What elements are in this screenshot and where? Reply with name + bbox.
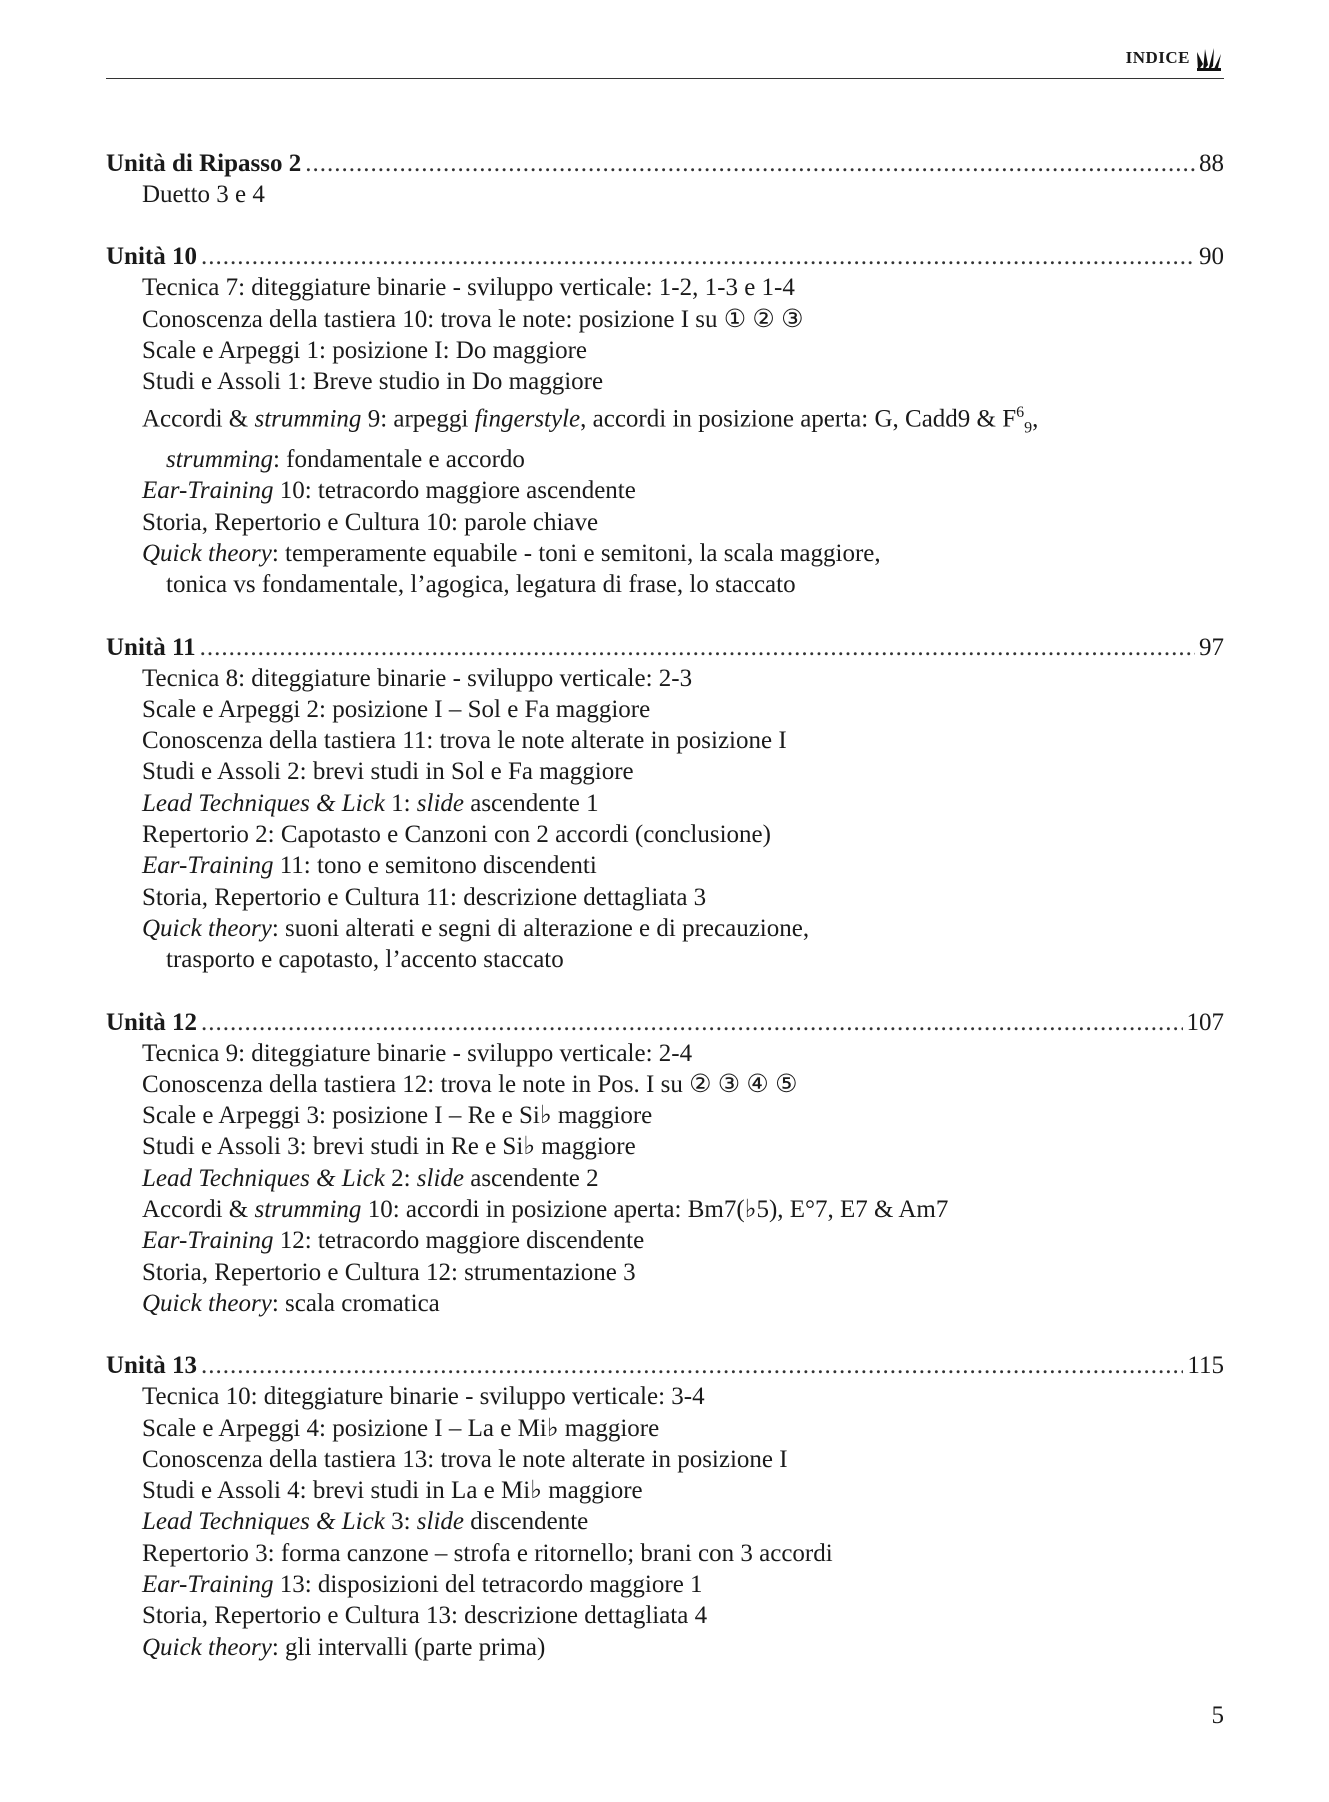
entry-text: Conoscenza della tastiera 11: trova le note alterate in posizione I [142, 727, 787, 755]
entry-text: : temperamente equabile - toni e semitoni, la scala maggiore, [271, 540, 881, 567]
toc-entry [106, 694, 1224, 725]
toc-entry [106, 1194, 1224, 1225]
entry-text: 6 [1016, 404, 1025, 422]
entry-text: Accordi & [142, 1196, 255, 1224]
toc-entry-continuation [106, 569, 1224, 600]
entry-text: 11: tono e semitono discendenti [273, 852, 597, 880]
toc-entry [106, 788, 1224, 819]
dot-leader [305, 148, 1195, 179]
toc-entry [106, 538, 1224, 569]
entry-text: Accordi & [142, 405, 255, 433]
entry-text: fingerstyle [474, 405, 581, 433]
toc-unit [106, 1350, 1224, 1663]
page-header [106, 44, 1224, 79]
entry-text: Tecnica 7: diteggiature binarie - sviluppo verticale: 1-2, 1-3 e 1-4 [142, 274, 795, 302]
toc-entry [106, 1288, 1224, 1319]
entry-text: Ear-Training [142, 1227, 274, 1255]
entry-text: ascendente 1 [463, 789, 599, 817]
entry-text: tonica vs fondamentale, l’agogica, legatura di frase, lo staccato [166, 571, 796, 599]
entry-text: strumming [166, 446, 273, 474]
toc-entry [106, 1475, 1224, 1506]
entry-text: Ear-Training [142, 477, 274, 505]
entry-text: : scala cromatica [271, 1289, 440, 1317]
entry-text: Scale e Arpeggi 4: posizione I – La e Mi♭ maggiore [142, 1414, 660, 1442]
dot-leader [201, 1007, 1183, 1038]
toc-entry [106, 1131, 1224, 1162]
unit-title: Unità 10 [106, 243, 197, 271]
entry-text: slide [416, 1508, 464, 1536]
toc-entry [106, 1506, 1224, 1537]
unit-page-number: 107 [1186, 1008, 1224, 1036]
toc-entry [106, 1632, 1224, 1663]
toc-entry [106, 663, 1224, 694]
entry-text: 2: [384, 1164, 417, 1192]
toc-entry [106, 1600, 1224, 1631]
toc-entry [106, 882, 1224, 913]
toc-unit-heading[interactable] [106, 1350, 1224, 1381]
entry-text: Lead Techniques & Lick [142, 1164, 385, 1192]
unit-title: Unità di Ripasso 2 [106, 150, 302, 177]
toc-unit-heading[interactable] [106, 632, 1224, 663]
toc-entry [106, 1444, 1224, 1475]
entry-text: strumming [254, 1196, 362, 1224]
toc-entry [106, 1381, 1224, 1412]
toc-entry [106, 366, 1224, 397]
unit-title: Unità 12 [106, 1008, 197, 1036]
entry-text: slide [416, 789, 464, 817]
entry-text: , accordi in posizione aperta: G, Cadd9 & F [580, 405, 1017, 433]
entry-text: Storia, Repertorio e Cultura 13: descrizione dettagliata 4 [142, 1602, 708, 1630]
entry-text: 3: [384, 1508, 417, 1536]
toc-unit [106, 148, 1224, 210]
entry-text: 13: disposizioni del tetracordo maggiore 1 [273, 1571, 703, 1599]
toc-entry [106, 304, 1224, 335]
toc-entry [106, 1257, 1224, 1288]
toc-entry [106, 335, 1224, 366]
entry-text: Studi e Assoli 1: Breve studio in Do maggiore [142, 368, 604, 396]
entry-text: Quick theory [142, 540, 272, 567]
toc-entry [106, 725, 1224, 756]
entry-text: Lead Techniques & Lick [142, 1508, 385, 1536]
entry-text: Conoscenza della tastiera 10: trova le note: posizione I su ① ② ③ [142, 305, 804, 333]
entry-text: Studi e Assoli 3: brevi studi in Re e Si♭ maggiore [142, 1133, 636, 1161]
toc-entry [106, 1038, 1224, 1069]
toc-entry [106, 1069, 1224, 1100]
header-title: INDICE [1125, 48, 1190, 67]
entry-text: Quick theory [142, 914, 272, 942]
toc-unit-heading[interactable] [106, 1007, 1224, 1038]
unit-page-number: 97 [1199, 633, 1224, 661]
entry-text: : gli intervalli (parte prima) [271, 1633, 546, 1661]
toc-entry [106, 756, 1224, 787]
entry-text: strumming [254, 405, 362, 433]
toc-unit [106, 241, 1224, 600]
entry-text: ascendente 2 [463, 1164, 599, 1192]
entry-text: 9: arpeggi [361, 405, 475, 433]
toc-entry [106, 1163, 1224, 1194]
dot-leader [201, 241, 1195, 272]
toc-entry-continuation [106, 444, 1224, 475]
toc-entry [106, 475, 1224, 506]
entry-text: : suoni alterati e segni di alterazione e di precauzione, [271, 914, 810, 942]
toc-entry [106, 1413, 1224, 1444]
grass-logo-icon [1196, 46, 1222, 72]
page-number: 5 [1211, 1702, 1224, 1729]
entry-text: 12: tetracordo maggiore discendente [273, 1227, 645, 1255]
toc-entry [106, 1225, 1224, 1256]
entry-text: 10: tetracordo maggiore ascendente [273, 477, 636, 505]
entry-text: Tecnica 10: diteggiature binarie - sviluppo verticale: 3-4 [142, 1383, 705, 1411]
entry-text: Scale e Arpeggi 2: posizione I – Sol e Fa maggiore [142, 695, 651, 723]
toc-entry-continuation [106, 944, 1224, 975]
entry-text: : fondamentale e accordo [272, 446, 525, 474]
entry-text: slide [416, 1164, 464, 1192]
entry-text: Conoscenza della tastiera 12: trova le note in Pos. I su ② ③ ④ ⑤ [142, 1070, 798, 1098]
toc-entry [106, 397, 1224, 444]
entry-text: 9 [1024, 419, 1033, 437]
toc-entry [106, 179, 1224, 210]
entry-text: Storia, Repertorio e Cultura 11: descrizione dettagliata 3 [142, 883, 707, 911]
toc-unit [106, 1007, 1224, 1320]
toc-unit-heading[interactable] [106, 148, 1224, 179]
toc-entry [106, 913, 1224, 944]
toc-entry [106, 819, 1224, 850]
entry-text: Storia, Repertorio e Cultura 12: strumentazione 3 [142, 1258, 636, 1286]
unit-title: Unità 11 [106, 633, 196, 661]
entry-text: Scale e Arpeggi 1: posizione I: Do maggiore [142, 336, 588, 364]
unit-page-number: 115 [1187, 1352, 1224, 1380]
unit-page-number: 90 [1199, 243, 1224, 271]
table-of-contents [106, 148, 1224, 1694]
entry-text: trasporto e capotasto, l’accento staccato [166, 946, 564, 974]
entry-text: 1: [384, 789, 417, 817]
toc-entry [106, 1100, 1224, 1131]
entry-text: Quick theory [142, 1289, 272, 1317]
entry-text: Studi e Assoli 4: brevi studi in La e Mi♭ maggiore [142, 1477, 643, 1505]
entry-text: Tecnica 9: diteggiature binarie - sviluppo verticale: 2-4 [142, 1039, 693, 1067]
unit-title: Unità 13 [106, 1352, 197, 1380]
toc-unit [106, 632, 1224, 976]
toc-unit-heading[interactable] [106, 241, 1224, 272]
entry-text: Tecnica 8: diteggiature binarie - sviluppo verticale: 2-3 [142, 664, 693, 692]
entry-text: Ear-Training [142, 852, 274, 880]
toc-entry [106, 1538, 1224, 1569]
toc-entry [106, 1569, 1224, 1600]
entry-text: Studi e Assoli 2: brevi studi in Sol e Fa maggiore [142, 758, 634, 786]
entry-text: Duetto 3 e 4 [142, 181, 265, 208]
dot-leader [200, 632, 1195, 663]
entry-text: 10: accordi in posizione aperta: Bm7(♭5), E°7, E7 & Am7 [361, 1196, 949, 1224]
entry-text: Ear-Training [142, 1571, 274, 1599]
entry-text: Conoscenza della tastiera 13: trova le note alterate in posizione I [142, 1445, 788, 1473]
entry-text: Scale e Arpeggi 3: posizione I – Re e Si♭ maggiore [142, 1102, 653, 1130]
entry-text: Storia, Repertorio e Cultura 10: parole chiave [142, 508, 599, 536]
toc-entry [106, 272, 1224, 303]
entry-text: , [1032, 405, 1039, 433]
toc-entry [106, 850, 1224, 881]
toc-entry [106, 507, 1224, 538]
entry-text: Repertorio 3: forma canzone – strofa e ritornello; brani con 3 accordi [142, 1539, 833, 1567]
entry-text: discendente [463, 1508, 589, 1536]
unit-page-number: 88 [1199, 150, 1224, 177]
entry-text: Quick theory [142, 1633, 272, 1661]
dot-leader [201, 1350, 1183, 1381]
entry-text: Lead Techniques & Lick [142, 789, 385, 817]
entry-text: Repertorio 2: Capotasto e Canzoni con 2 accordi (conclusione) [142, 821, 771, 849]
